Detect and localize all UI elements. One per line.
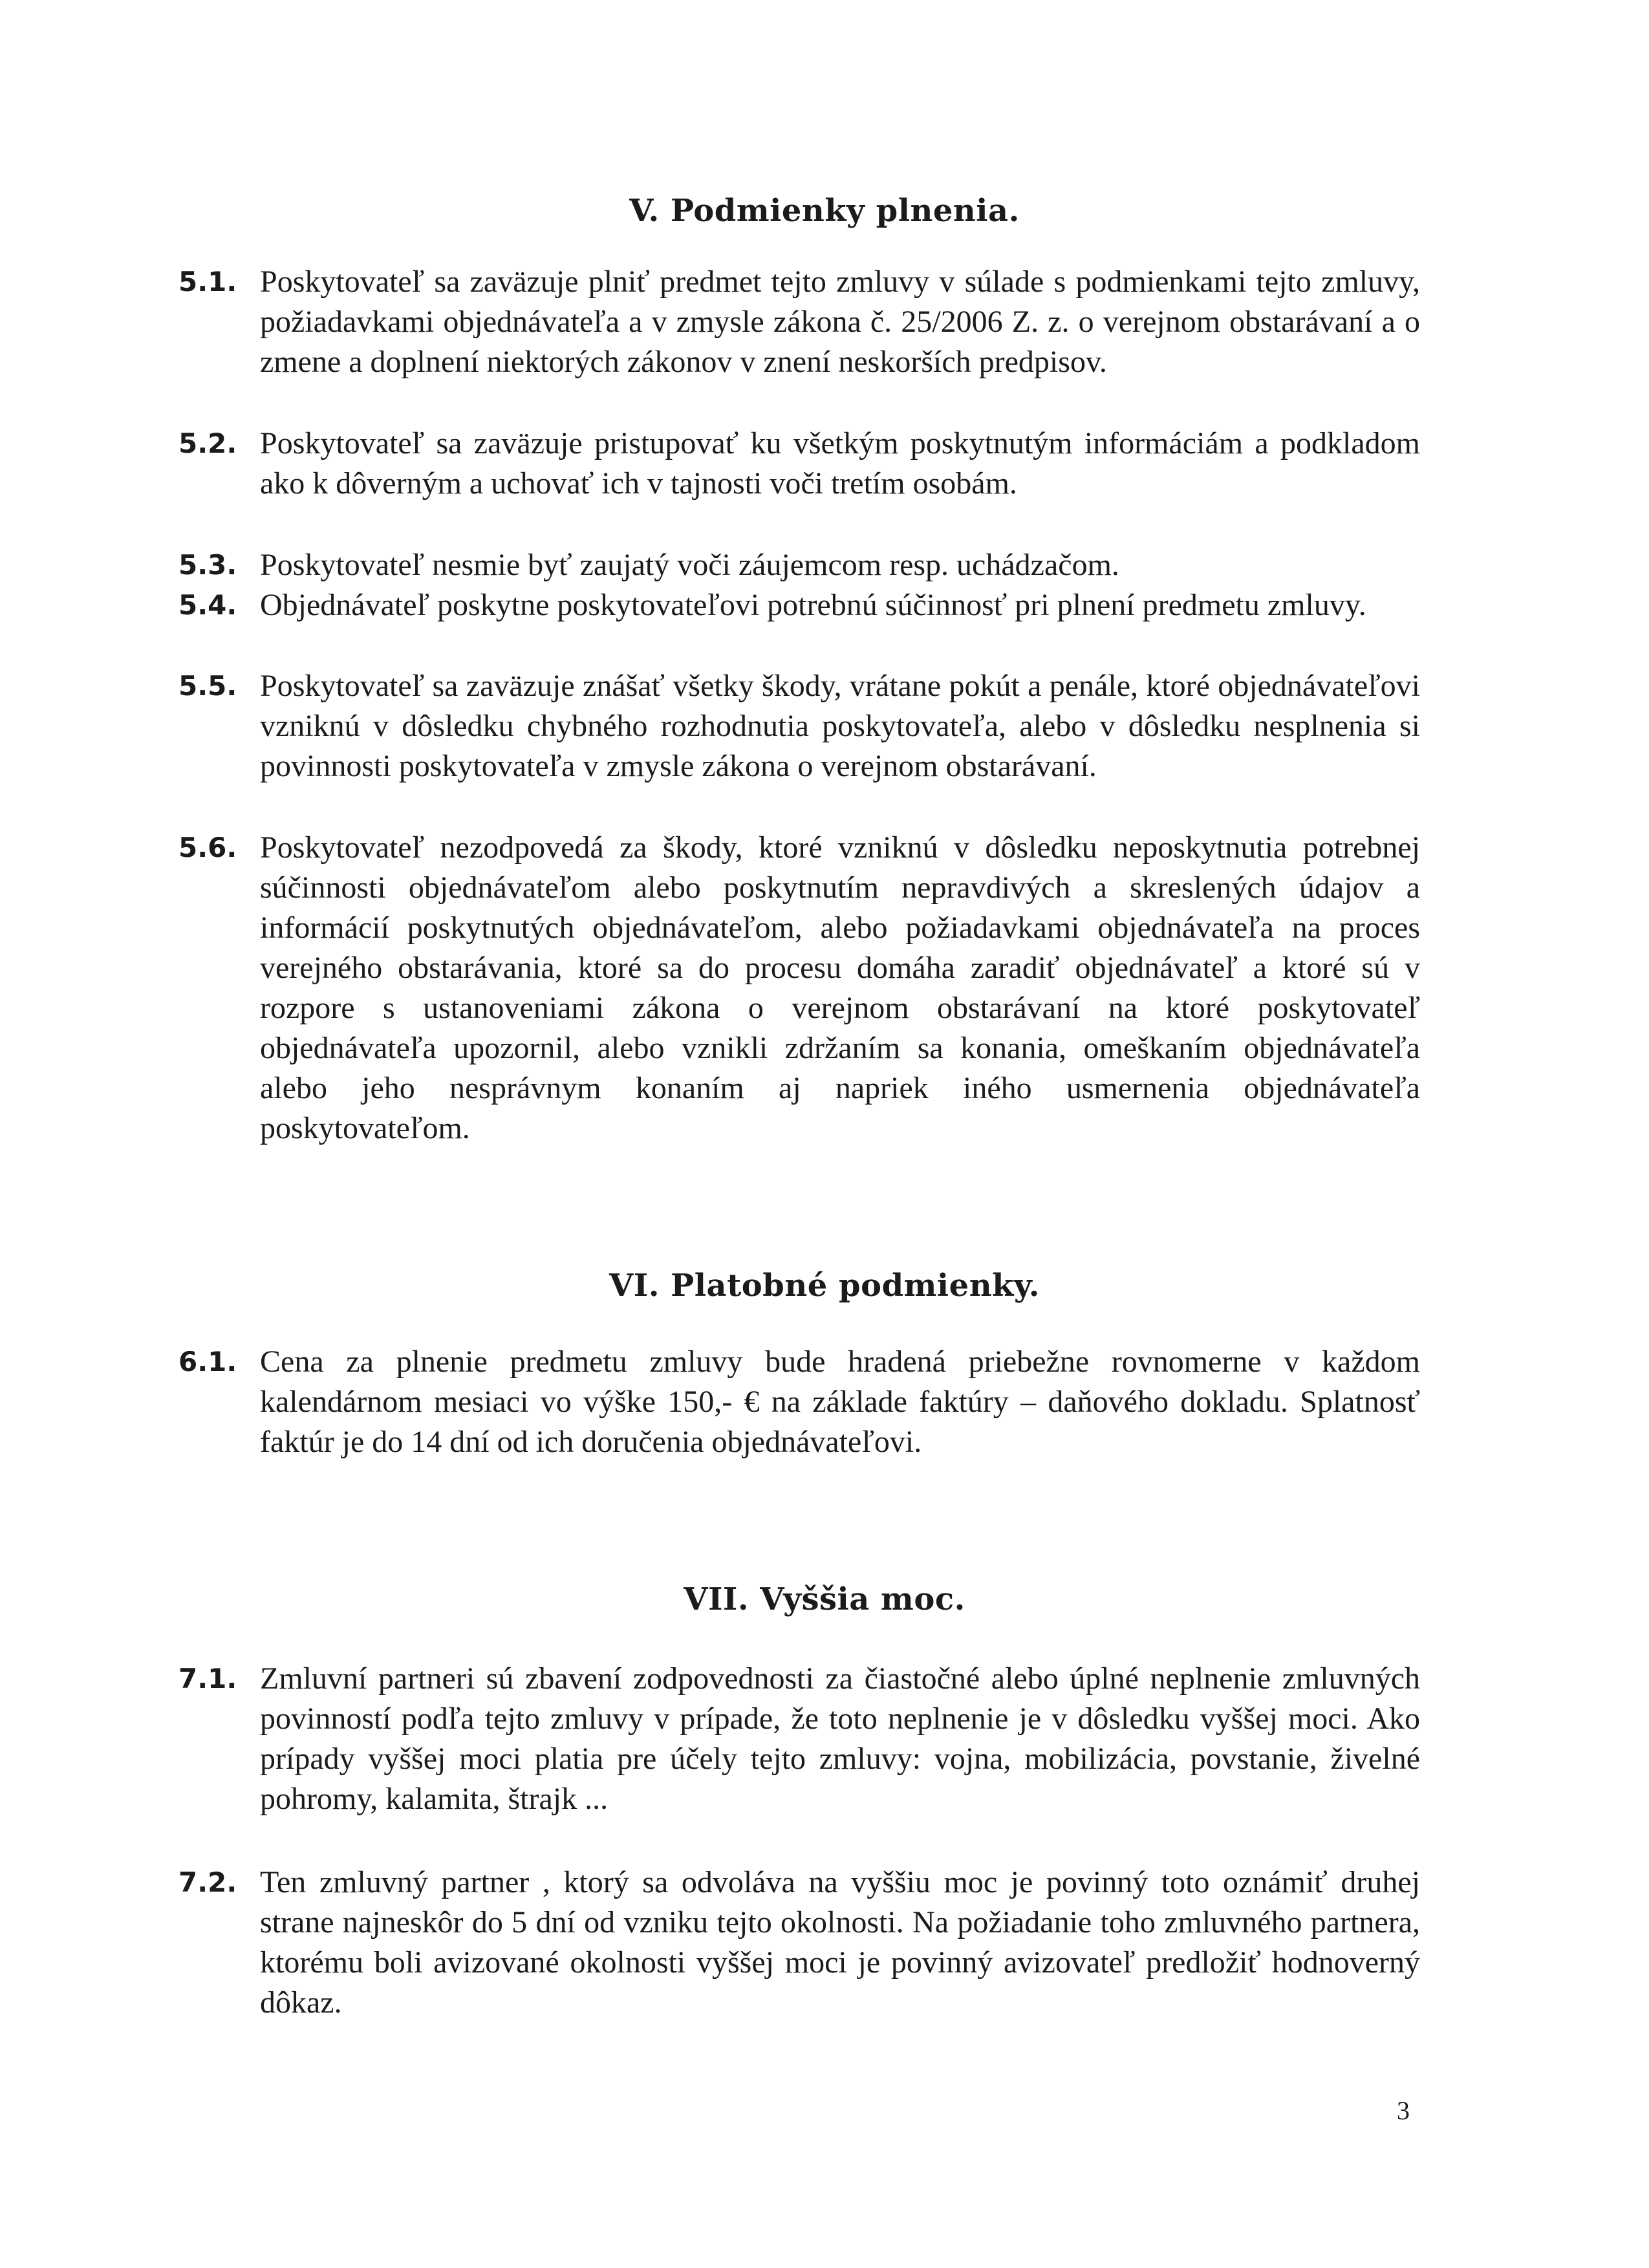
clause-number: 5.6. <box>178 832 237 863</box>
clause-text: Poskytovateľ sa zaväzuje plniť predmet tejto zmluvy v súlade s podmienkami tejto zmluvy, požiadavkami objednávateľa a v zmysle zákona č. 25/2006 Z. z. o verejnom obstarávaní a o zmene a doplnení niektorých zákonov v znení neskorších predpisov. <box>260 265 1420 379</box>
clause <box>178 1342 1420 1462</box>
clause <box>178 545 1420 585</box>
clause <box>178 828 1420 1149</box>
clause-number: 5.2. <box>178 427 237 459</box>
clause-number: 5.5. <box>178 670 237 702</box>
clause-text: Poskytovateľ nezodpovedá za škody, ktoré vzniknú v dôsledku neposkytnutia potrebnej súčinnosti objednávateľom alebo poskytnutím nepravdivých a skreslených údajov a informácií poskytnutých objednávateľom, alebo požiadavkami objednávateľa na proces verejného obstarávania, ktoré sa do procesu domáha zaradiť objednávateľ a ktoré sú v rozpore s ustanoveniami zákona o verejnom obstarávaní na ktoré poskytovateľ objednávateľa upozornil, alebo vznikli zdržaním sa konania, omeškaním objednávateľa alebo jeho nesprávnym konaním aj napriek iného usmernenia objednávateľa poskytovateľom. <box>260 830 1420 1145</box>
clause <box>178 666 1420 786</box>
section-heading: VII. Vyššia moc. <box>684 1581 965 1617</box>
clause-text: Poskytovateľ sa zaväzuje pristupovať ku všetkým poskytnutým informáciám a podkladom ako k dôverným a uchovať ich v tajnosti voči tretím osobám. <box>260 426 1420 501</box>
clause-text: Cena za plnenie predmetu zmluvy bude hradená priebežne rovnomerne v každom kalendárnom mesiaci vo výške 150,- € na základe faktúry – daňového dokladu. Splatnosť faktúr je do 14 dní od ich doručenia objednávateľovi. <box>260 1345 1420 1459</box>
clause <box>178 424 1420 504</box>
clause-number: 5.1. <box>178 266 237 297</box>
page-number: 3 <box>1397 2096 1410 2125</box>
clause-text: Ten zmluvný partner , ktorý sa odvoláva na vyššiu moc je povinný toto oznámiť druhej strane najneskôr do 5 dní od vzniku tejto okolnosti. Na požiadanie toho zmluvného partnera, ktorému boli avizované okolnosti vyššej moci je povinný avizovateľ predložiť hodnoverný dôkaz. <box>260 1865 1420 2020</box>
clause-text: Poskytovateľ sa zaväzuje znášať všetky škody, vrátane pokút a penále, ktoré objednávateľovi vzniknú v dôsledku chybného rozhodnutia poskytovateľa, alebo v dôsledku nesplnenia si povinnosti poskytovateľa v zmysle zákona o verejnom obstarávaní. <box>260 669 1420 783</box>
section-heading: V. Podmienky plnenia. <box>629 193 1020 229</box>
clause-number: 6.1. <box>178 1346 237 1377</box>
clause-text: Zmluvní partneri sú zbavení zodpovednosti za čiastočné alebo úplné neplnenie zmluvných povinností podľa tejto zmluvy v prípade, že toto neplnenie je v dôsledku vyššej moci. Ako prípady vyššej moci platia pre účely tejto zmluvy: vojna, mobilizácia, povstanie, živelné pohromy, kalamita, štrajk ... <box>260 1661 1420 1816</box>
clause-number: 7.2. <box>178 1866 237 1898</box>
clause-number: 7.1. <box>178 1663 237 1694</box>
clause-text: Objednávateľ poskytne poskytovateľovi potrebnú súčinnosť pri plnení predmetu zmluvy. <box>260 588 1366 622</box>
clause <box>178 1863 1420 2023</box>
clause <box>178 1659 1420 1819</box>
clause-text: Poskytovateľ nesmie byť zaujatý voči záujemcom resp. uchádzačom. <box>260 548 1119 582</box>
clause-number: 5.4. <box>178 589 237 621</box>
clause <box>178 262 1420 382</box>
clause <box>178 585 1420 625</box>
clause-number: 5.3. <box>178 549 237 581</box>
section-heading: VI. Platobné podmienky. <box>609 1268 1040 1304</box>
